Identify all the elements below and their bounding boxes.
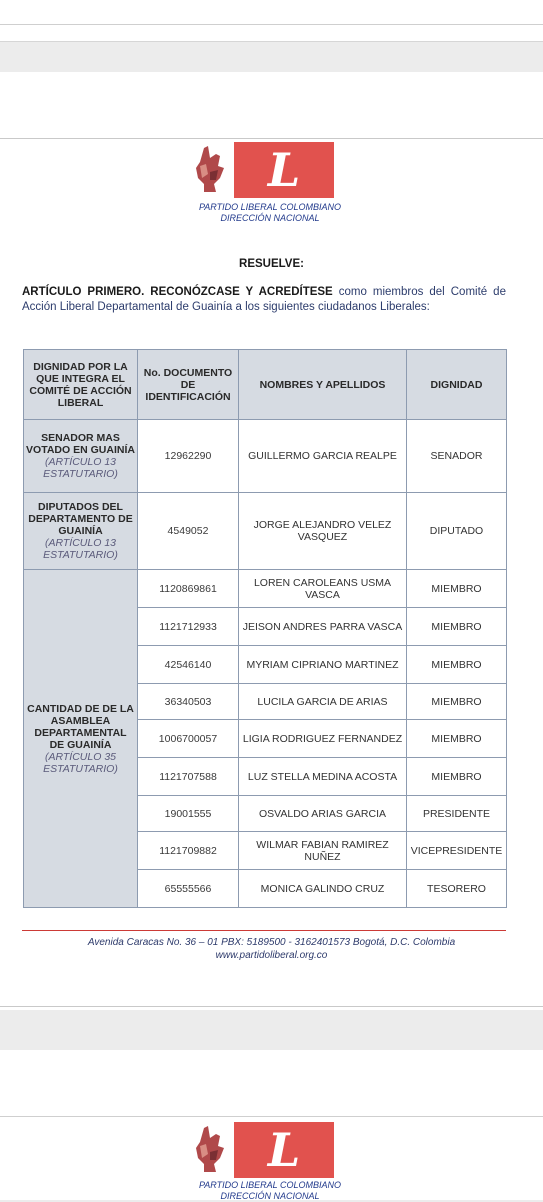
party-logo bbox=[190, 1122, 335, 1184]
header-dignity-role: DIGNIDAD POR LA QUE INTEGRA EL COMITÉ DE ACCIÓN LIBERAL bbox=[24, 350, 138, 420]
document-cell: 36340503 bbox=[138, 684, 239, 720]
group-note: (ARTÍCULO 13 ESTATUTARIO) bbox=[43, 537, 118, 561]
group-note: (ARTÍCULO 13 ESTATUTARIO) bbox=[43, 456, 118, 480]
name-cell: LUCILA GARCIA DE ARIAS bbox=[239, 684, 407, 720]
group-title: CANTIDAD DE DE LA ASAMBLEA DEPARTAMENTAL DE GUAINÍA bbox=[27, 702, 134, 751]
name-cell: JEISON ANDRES PARRA VASCA bbox=[239, 608, 407, 646]
name-cell: LUZ STELLA MEDINA ACOSTA bbox=[239, 758, 407, 796]
document-cell: 1121712933 bbox=[138, 608, 239, 646]
committee-table bbox=[23, 349, 507, 908]
table-header-row bbox=[24, 350, 507, 420]
article-text: como miembros del Comité de Acción Liberal Departamental de Guainía a los siguientes ciudadanos Liberales: bbox=[22, 286, 506, 313]
party-direction: DIRECCIÓN NACIONAL bbox=[220, 1191, 320, 1201]
dignity-cell: MIEMBRO bbox=[407, 758, 507, 796]
party-name: PARTIDO LIBERAL COLOMBIANO bbox=[198, 1180, 342, 1190]
dignity-cell: SENADOR bbox=[407, 420, 507, 493]
header-document-number: No. DOCUMENTO DE IDENTIFICACIÓN bbox=[138, 350, 239, 420]
dignity-cell: MIEMBRO bbox=[407, 720, 507, 758]
document-cell: 4549052 bbox=[138, 493, 239, 570]
party-name-block bbox=[170, 202, 370, 224]
document-cell: 1121709882 bbox=[138, 832, 239, 870]
document-cell: 1120869861 bbox=[138, 570, 239, 608]
article-paragraph bbox=[22, 285, 506, 315]
group-note: (ARTÍCULO 35 ESTATUTARIO) bbox=[43, 750, 118, 775]
document-page bbox=[0, 72, 543, 1010]
group-title: SENADOR MAS VOTADO EN GUAINÍA bbox=[26, 432, 135, 456]
article-title: ARTÍCULO PRIMERO. RECONÓZCASE Y ACREDÍTESE bbox=[22, 286, 333, 298]
dignity-cell: MIEMBRO bbox=[407, 570, 507, 608]
raised-hand-icon bbox=[190, 1124, 228, 1174]
dignity-cell: DIPUTADO bbox=[407, 493, 507, 570]
header-names: NOMBRES Y APELLIDOS bbox=[239, 350, 407, 420]
dignity-cell: MIEMBRO bbox=[407, 684, 507, 720]
next-page-fragment bbox=[0, 1050, 543, 1200]
party-logo bbox=[190, 142, 335, 204]
document-cell: 12962290 bbox=[138, 420, 239, 493]
name-cell: LIGIA RODRIGUEZ FERNANDEZ bbox=[239, 720, 407, 758]
header-dignity: DIGNIDAD bbox=[407, 350, 507, 420]
group-title: DIPUTADOS DEL DEPARTAMENTO DE GUAINÍA bbox=[28, 501, 133, 537]
group-cell-senator bbox=[24, 420, 138, 493]
document-cell: 1121707588 bbox=[138, 758, 239, 796]
name-cell: OSVALDO ARIAS GARCIA bbox=[239, 796, 407, 832]
page-top-rule bbox=[0, 1116, 543, 1117]
name-cell: MONICA GALINDO CRUZ bbox=[239, 870, 407, 908]
name-cell: GUILLERMO GARCIA REALPE bbox=[239, 420, 407, 493]
page-bottom-rule bbox=[0, 1006, 543, 1007]
dignity-cell: VICEPRESIDENTE bbox=[407, 832, 507, 870]
name-cell: JORGE ALEJANDRO VELEZ VASQUEZ bbox=[239, 493, 407, 570]
name-cell: WILMAR FABIAN RAMIREZ NUÑEZ bbox=[239, 832, 407, 870]
party-name-block bbox=[170, 1180, 370, 1202]
document-cell: 42546140 bbox=[138, 646, 239, 684]
group-cell-deputies bbox=[24, 493, 138, 570]
dignity-cell: MIEMBRO bbox=[407, 646, 507, 684]
dignity-cell: TESORERO bbox=[407, 870, 507, 908]
page-top-rule bbox=[0, 138, 543, 139]
document-cell: 65555566 bbox=[138, 870, 239, 908]
previous-page-fragment bbox=[0, 0, 543, 42]
name-cell: MYRIAM CIPRIANO MARTINEZ bbox=[239, 646, 407, 684]
party-name: PARTIDO LIBERAL COLOMBIANO bbox=[198, 202, 342, 212]
name-cell: LOREN CAROLEANS USMA VASCA bbox=[239, 570, 407, 608]
logo-letter-box: L bbox=[234, 142, 334, 198]
table-row bbox=[24, 570, 507, 608]
raised-hand-icon bbox=[190, 144, 228, 194]
logo-letter-box: L bbox=[234, 1122, 334, 1178]
party-direction: DIRECCIÓN NACIONAL bbox=[220, 213, 320, 223]
page-divider bbox=[0, 24, 543, 25]
document-cell: 19001555 bbox=[138, 796, 239, 832]
group-cell-assembly bbox=[24, 570, 138, 908]
dignity-cell: MIEMBRO bbox=[407, 608, 507, 646]
footer-rule bbox=[22, 930, 506, 931]
footer-address: Avenida Caracas No. 36 – 01 PBX: 5189500 - 3162401573 Bogotá, D.C. Colombia bbox=[87, 937, 456, 948]
table-row bbox=[24, 420, 507, 493]
document-cell: 1006700057 bbox=[138, 720, 239, 758]
table-row bbox=[24, 493, 507, 570]
footer-website[interactable]: www.partidoliberal.org.co bbox=[215, 950, 328, 961]
dignity-cell: PRESIDENTE bbox=[407, 796, 507, 832]
page-footer bbox=[0, 936, 543, 962]
resolution-heading: RESUELVE: bbox=[239, 258, 304, 270]
